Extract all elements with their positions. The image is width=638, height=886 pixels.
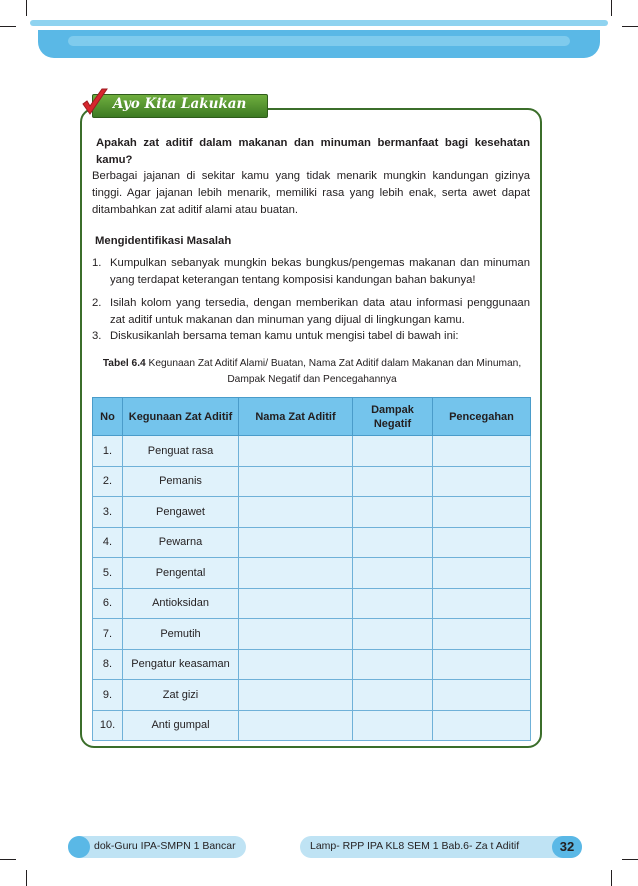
zat-aditif-table [92, 397, 531, 741]
table-row [93, 710, 531, 741]
step-text: Kumpulkan sebanyak mungkin bekas bungkus/pengemas makanan dan minuman yang terdapat keterangan tentang komposisi kandungan bahan bakunya! [110, 257, 530, 286]
header-kegunaan: Kegunaan Zat Aditif [123, 398, 239, 436]
footer-source-text: dok-Guru IPA-SMPN 1 Bancar [94, 840, 236, 852]
cell-nama[interactable] [239, 466, 353, 497]
table-row [93, 436, 531, 467]
cell-no: 10. [93, 710, 123, 741]
cell-nama[interactable] [239, 619, 353, 650]
table-row [93, 497, 531, 528]
crop-mark [0, 859, 16, 860]
step-text: Diskusikanlah bersama teman kamu untuk mengisi tabel di bawah ini: [110, 330, 459, 342]
cell-pencegahan[interactable] [433, 527, 531, 558]
table-row [93, 588, 531, 619]
activity-banner [92, 94, 268, 118]
cell-nama[interactable] [239, 649, 353, 680]
cell-dampak[interactable] [353, 497, 433, 528]
cell-kegunaan: Antioksidan [123, 588, 239, 619]
cell-no: 6. [93, 588, 123, 619]
cell-dampak[interactable] [353, 436, 433, 467]
cell-pencegahan[interactable] [433, 619, 531, 650]
page-number: 32 [552, 836, 582, 858]
cell-nama[interactable] [239, 558, 353, 589]
step-text: Isilah kolom yang tersedia, dengan memberikan data atau informasi penggunaan zat aditif untuk makanan dan minuman yang dijual di lingkungan kamu. [110, 297, 530, 326]
cell-dampak[interactable] [353, 680, 433, 711]
table-header-row [93, 398, 531, 436]
footer-document [300, 836, 582, 858]
activity-question: Apakah zat aditif dalam makanan dan minuman bermanfaat bagi kesehatan kamu? [96, 137, 530, 166]
cell-dampak[interactable] [353, 588, 433, 619]
footer-document-text: Lamp- RPP IPA KL8 SEM 1 Bab.6- Za t Aditif [310, 840, 520, 852]
cell-no: 7. [93, 619, 123, 650]
table-caption-label: Tabel 6.4 [102, 358, 146, 369]
cell-no: 9. [93, 680, 123, 711]
crop-mark [26, 0, 27, 16]
table-row [93, 527, 531, 558]
cell-kegunaan: Pengental [123, 558, 239, 589]
checkmark-icon [80, 86, 110, 120]
cell-kegunaan: Zat gizi [123, 680, 239, 711]
cell-no: 2. [93, 466, 123, 497]
cell-kegunaan: Anti gumpal [123, 710, 239, 741]
cell-nama[interactable] [239, 527, 353, 558]
step-number: 2. [92, 297, 102, 309]
crop-mark [611, 0, 612, 16]
header-decoration [30, 20, 608, 62]
cell-pencegahan[interactable] [433, 649, 531, 680]
footer-source [68, 836, 246, 858]
cell-dampak[interactable] [353, 558, 433, 589]
cell-kegunaan: Penguat rasa [123, 436, 239, 467]
step-number: 3. [92, 330, 102, 342]
cell-no: 1. [93, 436, 123, 467]
cell-dampak[interactable] [353, 466, 433, 497]
cell-pencegahan[interactable] [433, 466, 531, 497]
crop-mark [611, 870, 612, 886]
header-dampak: Dampak Negatif [353, 398, 433, 436]
cell-pencegahan[interactable] [433, 680, 531, 711]
table-row [93, 619, 531, 650]
cell-nama[interactable] [239, 588, 353, 619]
crop-mark [622, 26, 638, 27]
cell-pencegahan[interactable] [433, 588, 531, 619]
cell-kegunaan: Pemanis [123, 466, 239, 497]
cell-pencegahan[interactable] [433, 710, 531, 741]
table-caption [92, 356, 532, 388]
table-row [93, 649, 531, 680]
cell-dampak[interactable] [353, 710, 433, 741]
header-no: No [93, 398, 123, 436]
crop-mark [622, 859, 638, 860]
header-pencegahan: Pencegahan [433, 398, 531, 436]
step-number: 1. [92, 257, 102, 269]
cell-no: 8. [93, 649, 123, 680]
cell-kegunaan: Pemutih [123, 619, 239, 650]
cell-no: 5. [93, 558, 123, 589]
crop-mark [0, 26, 16, 27]
cell-kegunaan: Pewarna [123, 527, 239, 558]
footer-dot-icon [68, 836, 90, 858]
table-row [93, 680, 531, 711]
banner-title: Ayo Kita Lakukan [113, 96, 247, 112]
cell-dampak[interactable] [353, 649, 433, 680]
cell-dampak[interactable] [353, 619, 433, 650]
cell-no: 4. [93, 527, 123, 558]
cell-no: 3. [93, 497, 123, 528]
table-row [93, 466, 531, 497]
cell-nama[interactable] [239, 710, 353, 741]
crop-mark [26, 870, 27, 886]
intro-paragraph: Berbagai jajanan di sekitar kamu yang tidak menarik mungkin kandungan gizinya tinggi. Agar jajanan lebih menarik, memiliki rasa yang lebih enak, serta awet dapat ditambahkan zat aditif alami atau buatan. [92, 170, 530, 216]
cell-pencegahan[interactable] [433, 497, 531, 528]
cell-pencegahan[interactable] [433, 558, 531, 589]
cell-kegunaan: Pengawet [123, 497, 239, 528]
cell-pencegahan[interactable] [433, 436, 531, 467]
cell-nama[interactable] [239, 497, 353, 528]
section-heading: Mengidentifikasi Masalah [95, 235, 232, 247]
cell-nama[interactable] [239, 436, 353, 467]
table-caption-text: Kegunaan Zat Aditif Alami/ Buatan, Nama Zat Aditif dalam Makanan dan Minuman, Dampak Negatif dan Pencegahannya [148, 358, 522, 385]
cell-dampak[interactable] [353, 527, 433, 558]
table-row [93, 558, 531, 589]
cell-kegunaan: Pengatur keasaman [123, 649, 239, 680]
header-nama: Nama Zat Aditif [239, 398, 353, 436]
cell-nama[interactable] [239, 680, 353, 711]
